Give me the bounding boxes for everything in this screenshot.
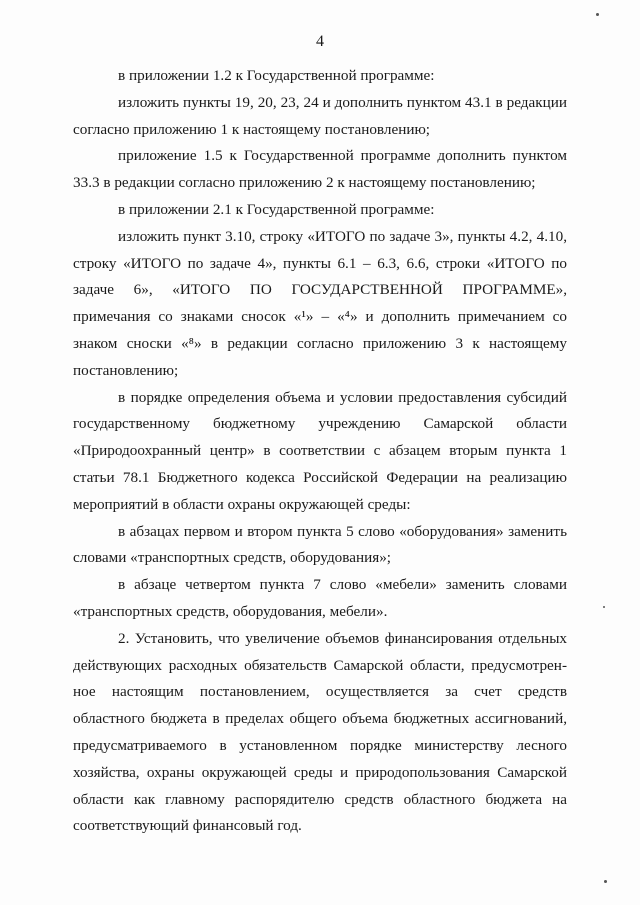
scan-speck <box>604 880 607 883</box>
page-number: 4 <box>316 33 324 50</box>
paragraph-point-5-change: в абзацах первом и втором пункта 5 слово «оборудования» заменить словами «транспортных средств, оборудования»; <box>73 522 567 567</box>
paragraph-annex-2-1-items: изложить пункт 3.10, строку «ИТОГО по задаче 3», пункты 4.2, 4.10, строку «ИТОГО по задаче 4», пункты 6.1 – 6.3, 6.6, строки «ИТОГО по задаче 6», «ИТОГО ПО ГОСУДАРСТВЕННОЙ ПРОГРАММЕ», примечания со знаками сносок «¹» – «⁴» и дополнить примечанием со знаком сноски «⁸» в редакции согласно приложению 3 к настоящему постановлению; <box>73 227 567 379</box>
paragraph-financing-clause: 2. Установить, что увеличение объемов финансирования отдельных действующих расходных обязательств Самарской области, предусмотренное настоящим постановлением, осуществляется за счет средств областного бюджета в пределах общего объема бюджетных ассигнований, предусматриваемого в установленном порядке министерству лесного хозяйства, охраны окружающей среды и природопользования Самарской области как главному распорядителю средств областного бюджета на соответствующий финансовый год. <box>73 629 567 835</box>
paragraph-annex-2-1-intro: в приложении 2.1 к Государственной программе: <box>118 200 435 218</box>
paragraph-point-7-change: в абзаце четвертом пункта 7 слово «мебели» заменить словами «транспортных средств, оборудования, мебели». <box>73 576 567 620</box>
scan-speck <box>603 606 605 608</box>
paragraph-annex-1-2-intro: в приложении 1.2 к Государственной программе: <box>118 67 435 84</box>
paragraph-annex-1-5: приложение 1.5 к Государственной программе дополнить пунктом 33.3 в редакции согласно приложению 2 к настоящему постановлению; <box>73 147 567 192</box>
scan-speck <box>596 13 599 16</box>
paragraph-subsidy-procedure: в порядке определения объема и условии предоставления субсидий государственному бюджетному учреждению Самарской области «Природоохранный центр» в соответствии с абзацем вторым пункта 1 статьи 78.1 Бюджетного кодекса Российской Федерации на реализацию мероприятий в области охраны окружающей среды: <box>73 388 567 513</box>
document-body <box>73 63 567 840</box>
paragraph-annex-1-2-items: изложить пункты 19, 20, 23, 24 и дополнить пунктом 43.1 в редакции согласно приложению 1 к настоящему постановлению; <box>73 93 567 138</box>
